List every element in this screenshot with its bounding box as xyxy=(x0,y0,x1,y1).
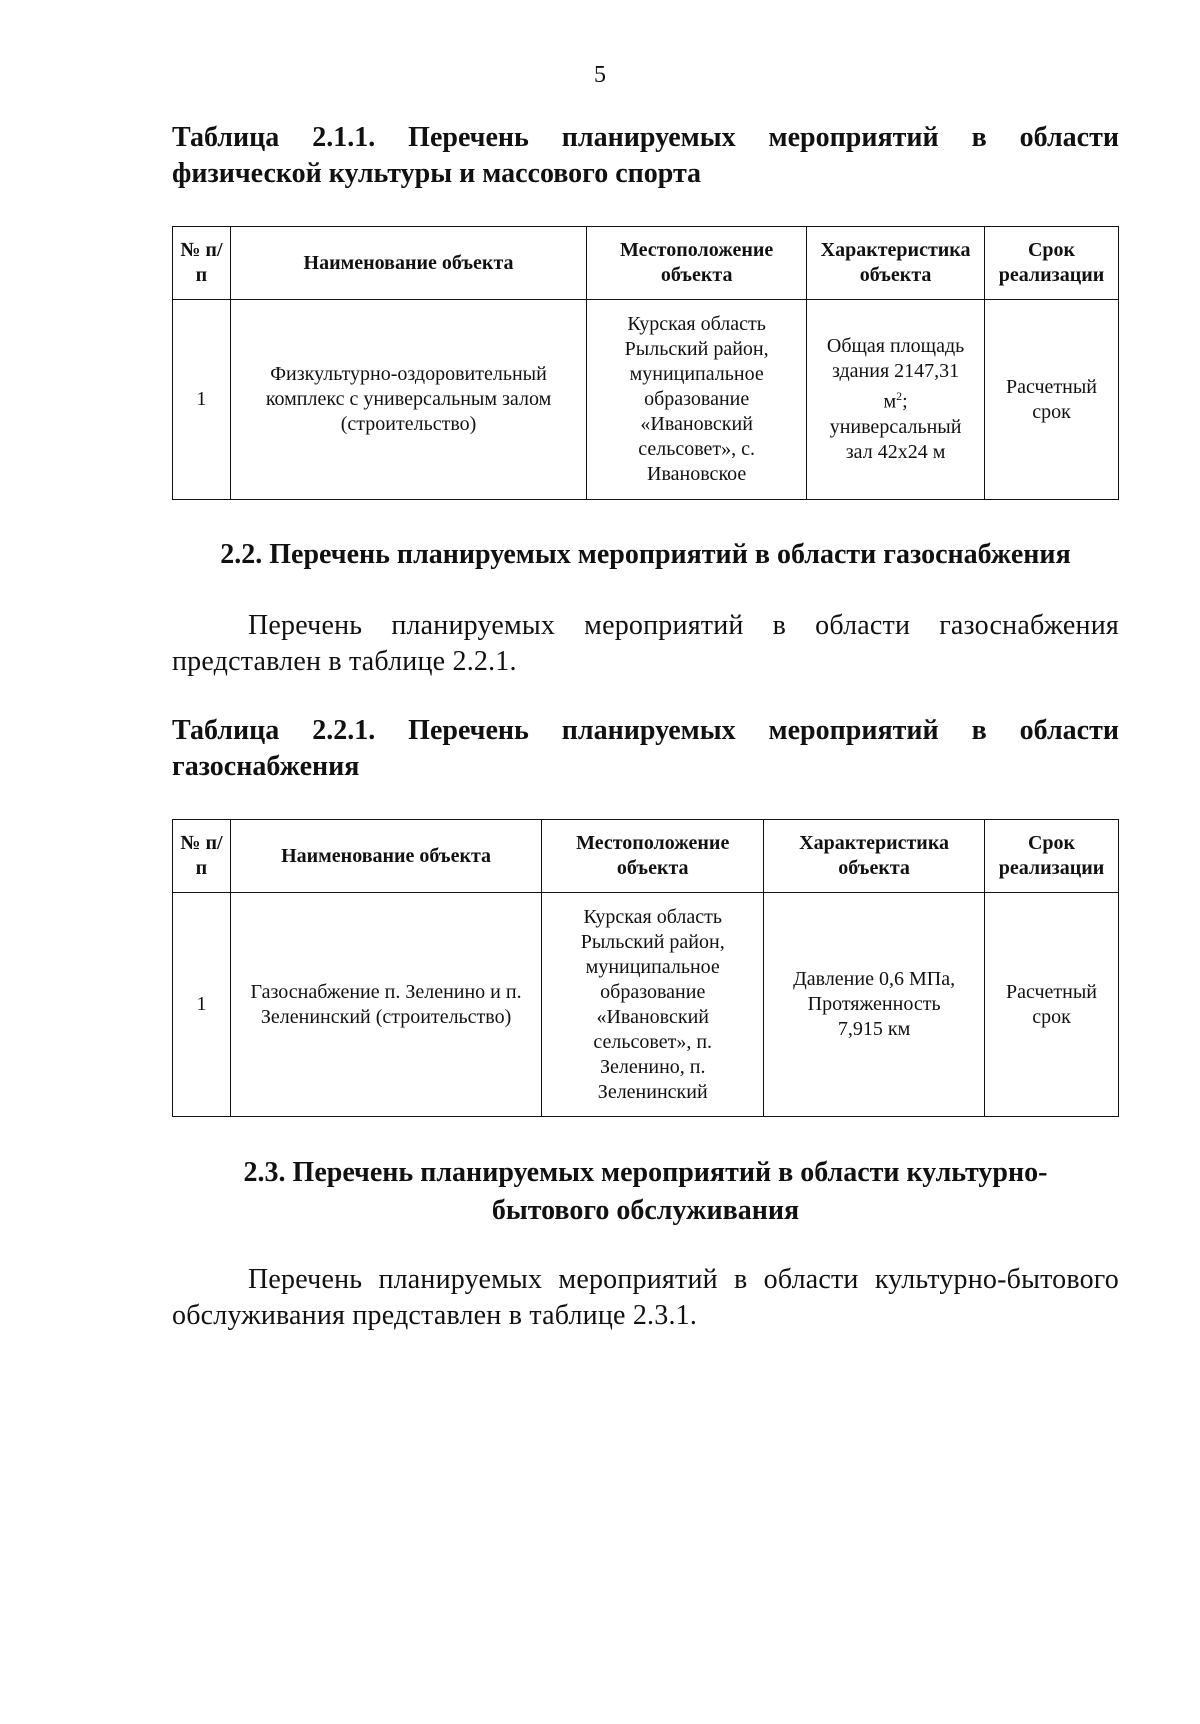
cell-num: 1 xyxy=(173,300,231,500)
cell-num: 1 xyxy=(173,893,231,1117)
cell-location: Курская область Рыльский район, муниципальное образование «Ивановский сельсовет», п. Зеленино, п. Зеленинский xyxy=(542,893,764,1117)
header-characteristic: Характеристика объекта xyxy=(764,820,985,893)
page-number: 5 xyxy=(594,62,606,88)
characteristic-text-rest: ; универсальный зал 42х24 м xyxy=(829,390,962,463)
header-name: Наименование объекта xyxy=(230,820,541,893)
header-term: Срок реализации xyxy=(985,820,1119,893)
header-location: Местоположение объекта xyxy=(587,227,807,300)
table-header-row xyxy=(173,820,1119,893)
cell-name: Газоснабжение п. Зеленино и п. Зеленинский (строительство) xyxy=(230,893,541,1117)
cell-term: Расчетный срок xyxy=(985,300,1119,500)
section-2-2-paragraph: Перечень планируемых мероприятий в области газоснабжения представлен в таблице 2.2.1. xyxy=(172,610,1119,677)
table-row xyxy=(173,893,1119,1117)
header-location: Местоположение объекта xyxy=(542,820,764,893)
cell-name: Физкультурно-оздоровительный комплекс с универсальным залом (строительство) xyxy=(230,300,586,500)
section-2-3-heading: 2.3. Перечень планируемых мероприятий в области культурно-бытового обслуживания xyxy=(243,1157,1048,1226)
section-2-3-paragraph: Перечень планируемых мероприятий в области культурно-бытового обслуживания представлен в таблице 2.3.1. xyxy=(172,1264,1119,1331)
cell-characteristic: Давление 0,6 МПа, Протяженность 7,915 км xyxy=(764,893,985,1117)
characteristic-superscript: 2 xyxy=(896,389,903,404)
table-2-1-1 xyxy=(172,226,1119,500)
cell-characteristic xyxy=(807,300,985,500)
section-2-2-heading: 2.2. Перечень планируемых мероприятий в области газоснабжения xyxy=(220,539,1071,570)
characteristic-text: Общая площадь здания 2147,31 м xyxy=(826,335,965,413)
header-num: № п/п xyxy=(173,227,231,300)
cell-location: Курская область Рыльский район, муниципальное образование «Ивановский сельсовет», с. Ивановское xyxy=(587,300,807,500)
header-name: Наименование объекта xyxy=(230,227,586,300)
table-row xyxy=(173,300,1119,500)
cell-term: Расчетный срок xyxy=(985,893,1119,1117)
header-num: № п/п xyxy=(173,820,231,893)
table-2-2-1-caption: Таблица 2.2.1. Перечень планируемых мероприятий в области газоснабжения xyxy=(172,715,1119,782)
table-header-row xyxy=(173,227,1119,300)
table-2-1-1-caption: Таблица 2.1.1. Перечень планируемых мероприятий в области физической культуры и массового спорта xyxy=(172,122,1119,189)
header-characteristic: Характеристика объекта xyxy=(807,227,985,300)
table-2-2-1 xyxy=(172,819,1119,1117)
header-term: Срок реализации xyxy=(985,227,1119,300)
